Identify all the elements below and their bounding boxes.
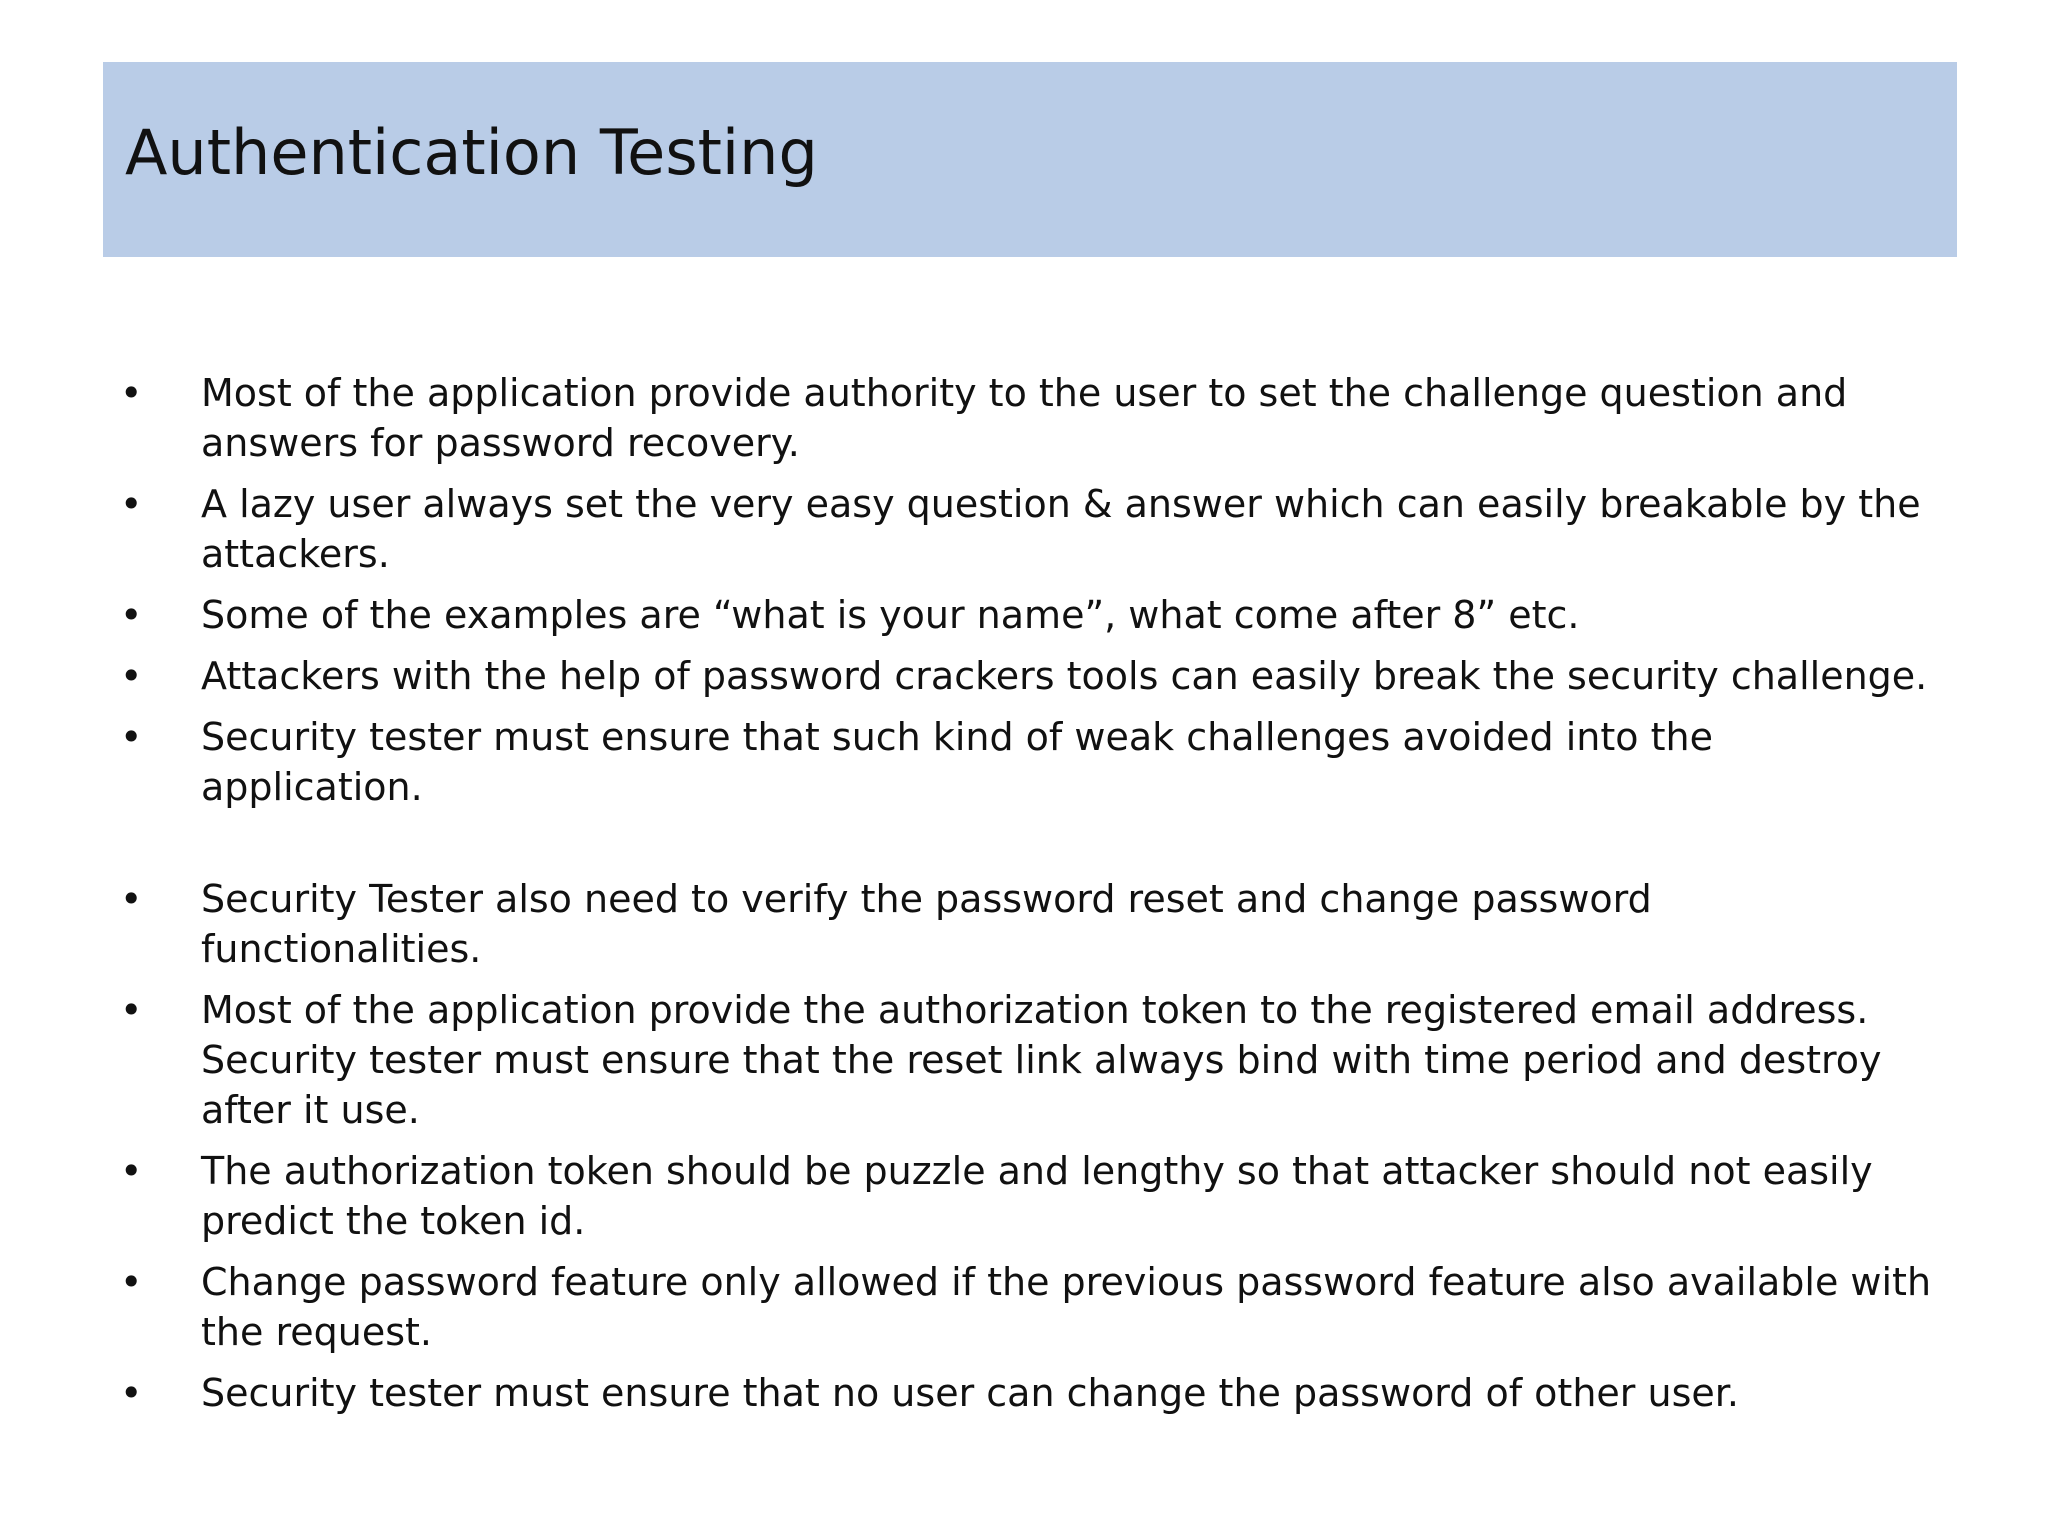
- slide-content: [120, 368, 1940, 1429]
- bullet-text: Security tester must ensure that no user can change the password of other user.: [201, 1371, 1739, 1415]
- bullet-marker: •: [120, 1260, 143, 1304]
- bullet-text: A lazy user always set the very easy question & answer which can easily breakable by the attackers.: [201, 482, 1921, 576]
- bullet-text: Security tester must ensure that such kind of weak challenges avoided into the application.: [201, 715, 1713, 809]
- bullet-item: [120, 1257, 1940, 1357]
- bullet-text: Most of the application provide the authorization token to the registered email address. Security tester must ensure that the reset link always bind with time period and destroy after it use.: [201, 988, 1882, 1132]
- bullet-marker: •: [120, 1371, 143, 1415]
- bullet-text: Some of the examples are “what is your name”, what come after 8” etc.: [201, 593, 1580, 637]
- bullet-item: [120, 874, 1940, 974]
- bullet-item: [120, 479, 1940, 579]
- bullet-group-2: [120, 874, 1940, 1418]
- bullet-marker: •: [120, 1149, 143, 1193]
- bullet-marker: •: [120, 715, 143, 759]
- bullet-text: Most of the application provide authority to the user to set the challenge question and answers for password recovery.: [201, 371, 1848, 465]
- bullet-text: Attackers with the help of password crackers tools can easily break the security challenge.: [201, 654, 1928, 698]
- bullet-marker: •: [120, 654, 143, 698]
- bullet-item: [120, 368, 1940, 468]
- slide-title: Authentication Testing: [125, 116, 818, 189]
- bullet-group-1: [120, 368, 1940, 812]
- bullet-item: [120, 712, 1940, 812]
- bullet-text: Security Tester also need to verify the password reset and change password functionalities.: [201, 877, 1652, 971]
- bullet-marker: •: [120, 988, 143, 1032]
- title-bar: [103, 62, 1957, 257]
- bullet-item: [120, 985, 1940, 1135]
- bullet-item: [120, 1146, 1940, 1246]
- bullet-marker: •: [120, 371, 143, 415]
- bullet-item: [120, 1368, 1940, 1418]
- bullet-text: Change password feature only allowed if the previous password feature also available with the request.: [201, 1260, 1932, 1354]
- bullet-item: [120, 590, 1940, 640]
- bullet-item: [120, 651, 1940, 701]
- bullet-marker: •: [120, 482, 143, 526]
- bullet-marker: •: [120, 593, 143, 637]
- bullet-marker: •: [120, 877, 143, 921]
- bullet-text: The authorization token should be puzzle and lengthy so that attacker should not easily predict the token id.: [201, 1149, 1873, 1243]
